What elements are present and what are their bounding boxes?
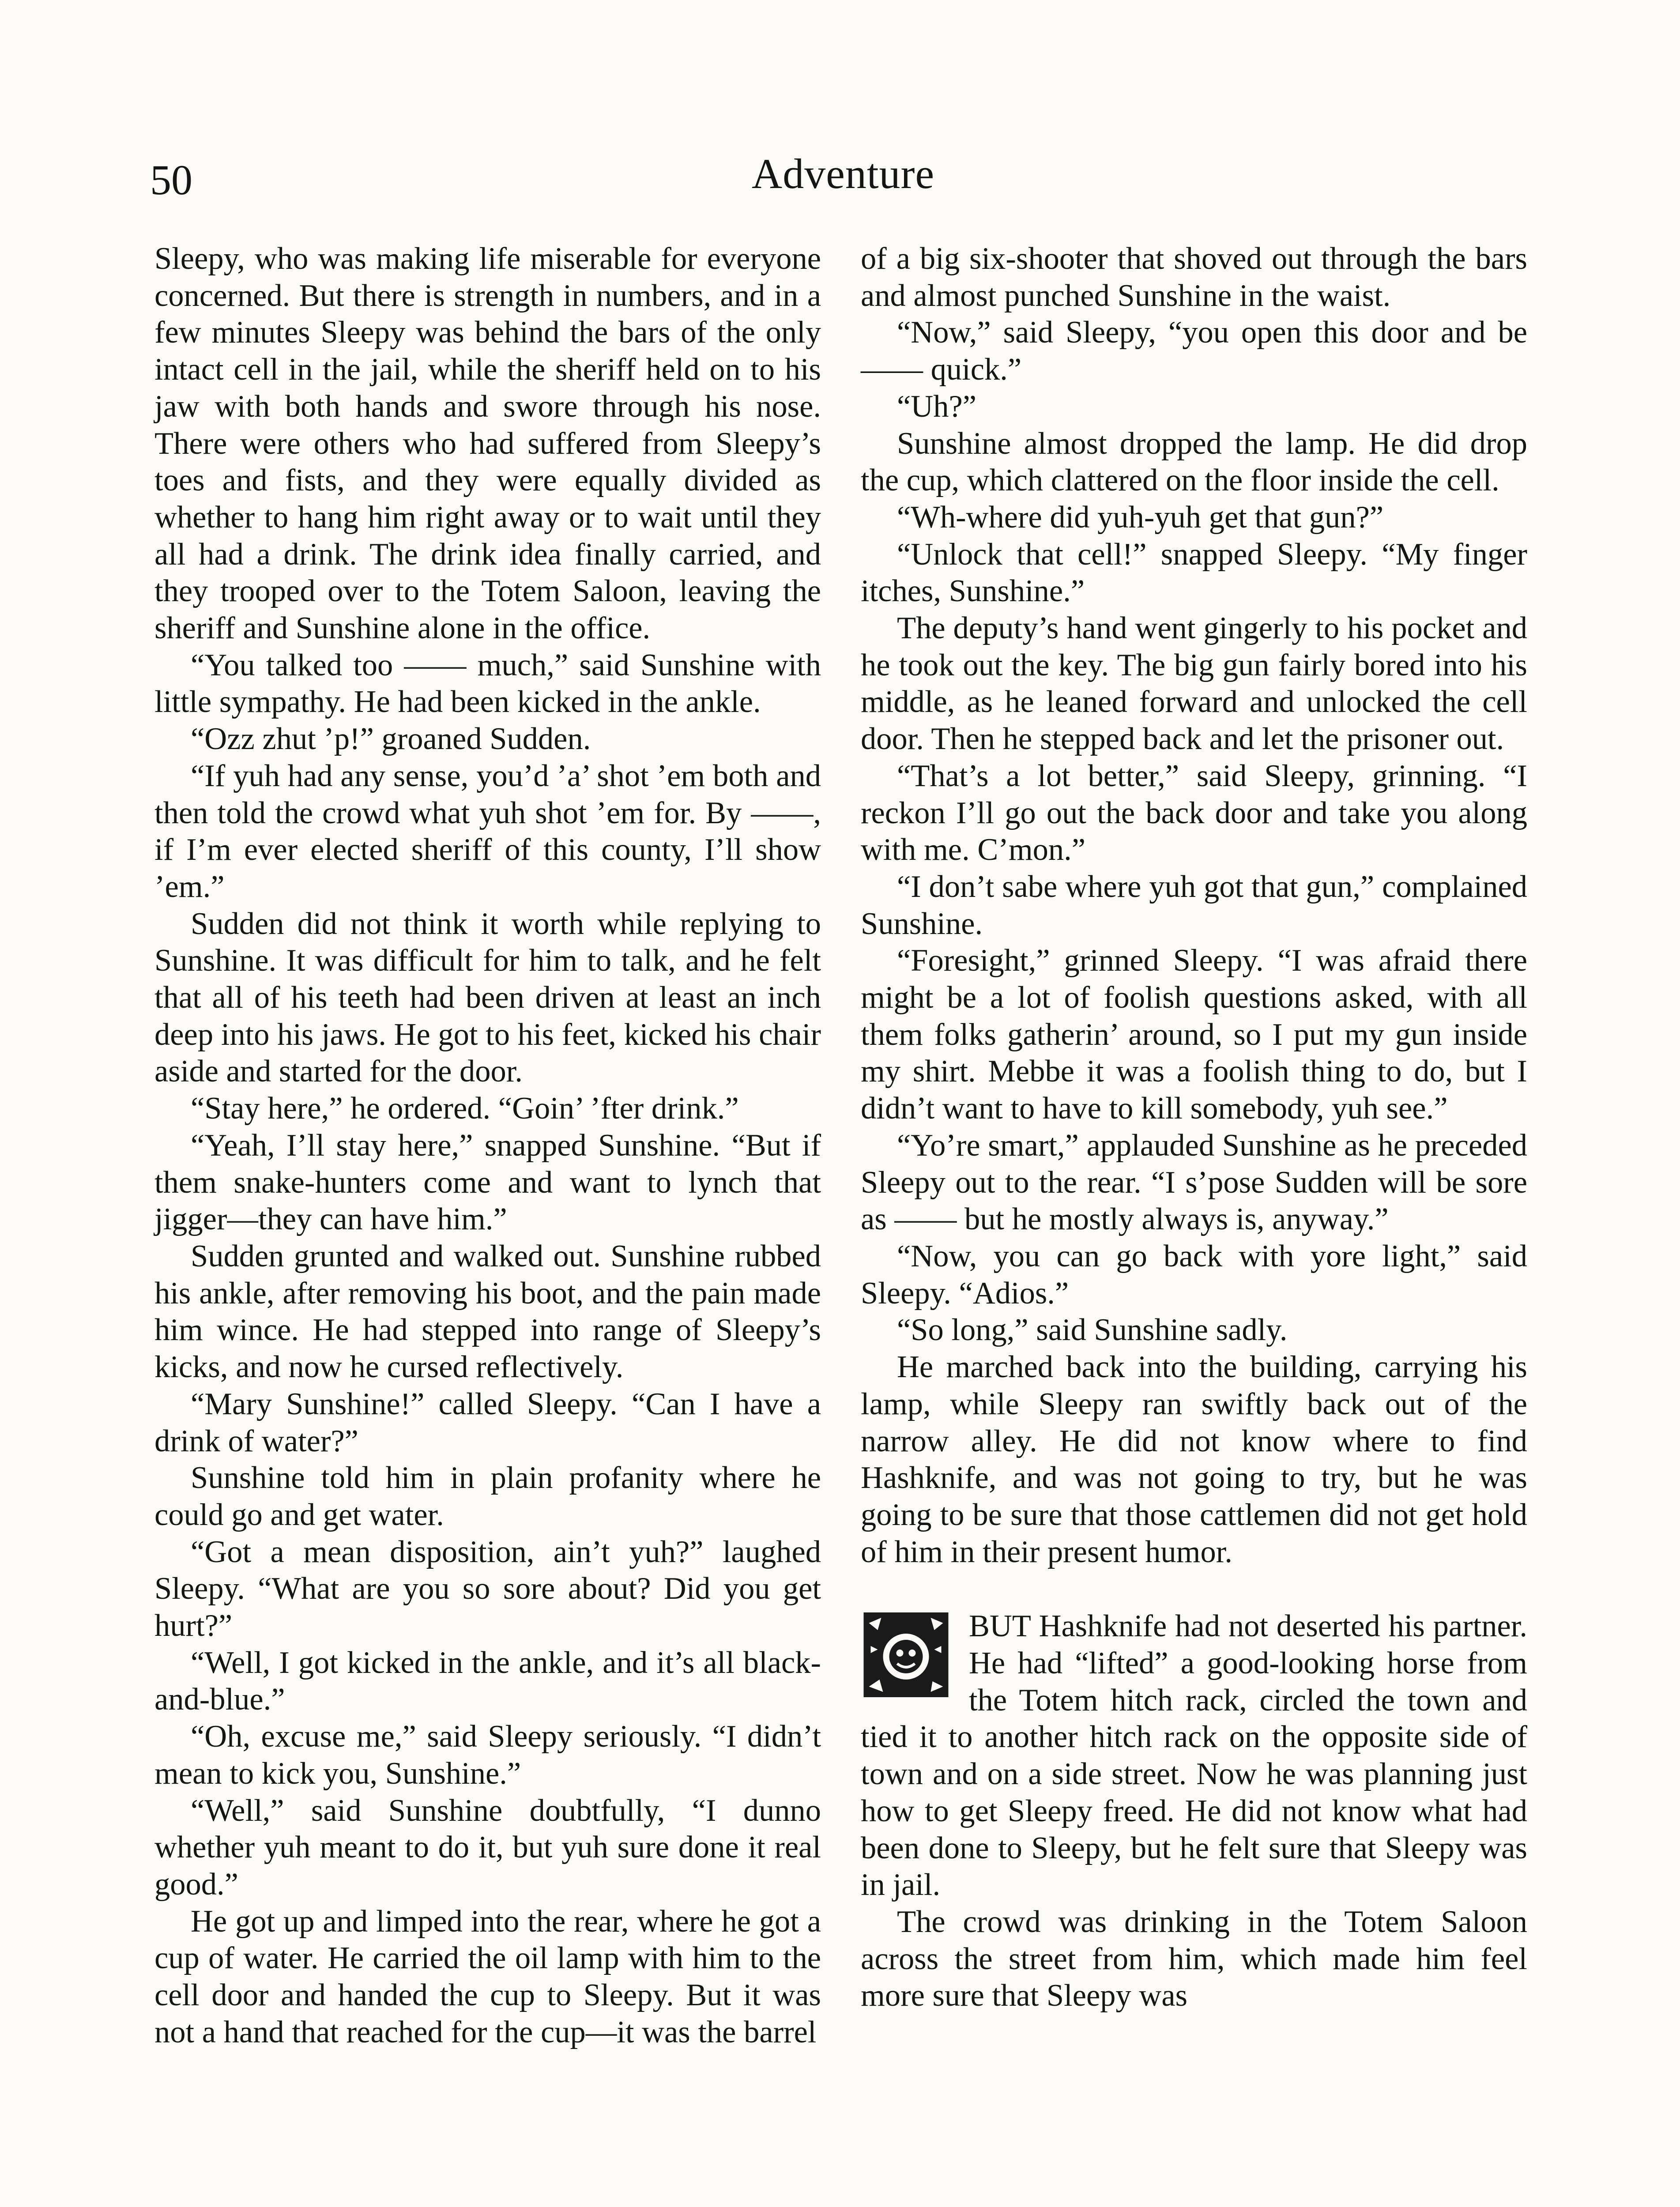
paragraph-text: BUT Hashknife had not deserted his partner. He had “lifted” a good-looking horse from the Totem hitch rack, circled the town and tied it to another hitch rack on the opposite side of town and on a side street. Now he was planning just how to get Sleepy freed. He did not know what had been done to Sleepy, but he felt sure that Sleepy was in jail. xyxy=(861,1609,1527,1902)
paragraph: “Foresight,” grinned Sleepy. “I was afraid there might be a lot of foolish questions asked, with all them folks gatherin’ around, so I put my gun inside my shirt. Mebbe it was a foolish thing to do, but I didn’t want to have to kill somebody, yuh see.” xyxy=(861,943,1527,1126)
paragraph: “Now, you can go back with yore light,” said Sleepy. “Adios.” xyxy=(861,1239,1527,1311)
paragraph: of a big six-shooter that shoved out through the bars and almost punched Sunshine in the waist. xyxy=(861,241,1527,313)
paragraph: “Got a mean disposition, ain’t yuh?” laughed Sleepy. “What are you so sore about? Did you get hurt?” xyxy=(154,1534,821,1643)
section-break-paragraph xyxy=(861,1608,1527,1904)
paragraph: “Mary Sunshine!” called Sleepy. “Can I have a drink of water?” xyxy=(154,1386,821,1458)
paragraph: “You talked too —— much,” said Sunshine with little sympathy. He had been kicked in the ankle. xyxy=(154,648,821,719)
paragraph: “That’s a lot better,” said Sleepy, grinning. “I reckon I’ll go out the back door and take you along with me. C’mon.” xyxy=(861,758,1527,867)
paragraph: “Now,” said Sleepy, “you open this door and be —— quick.” xyxy=(861,315,1527,387)
paragraph: “Oh, excuse me,” said Sleepy seriously. “I didn’t mean to kick you, Sunshine.” xyxy=(154,1719,821,1791)
paragraph: He got up and limped into the rear, where he got a cup of water. He carried the oil lamp with him to the cell door and handed the cup to Sleepy. But it was not a hand that reached for the cup—it was the barrel xyxy=(154,1904,821,2049)
paragraph: “I don’t sabe where yuh got that gun,” complained Sunshine. xyxy=(861,869,1527,941)
left-column xyxy=(154,241,821,2051)
page-header xyxy=(150,150,1536,207)
paragraph: “Well,” said Sunshine doubtfully, “I dunno whether yuh meant to do it, but yuh sure done it real good.” xyxy=(154,1793,821,1902)
paragraph: Sudden grunted and walked out. Sunshine rubbed his ankle, after removing his boot, and the pain made him wince. He had stepped into range of Sleepy’s kicks, and now he cursed reflectively. xyxy=(154,1239,821,1385)
paragraph: He marched back into the building, carrying his lamp, while Sleepy ran swiftly back out of the narrow alley. He did not know where to find Hashknife, and was not going to try, but he was going to be sure that those cattlemen did not get hold of him in their present humor. xyxy=(861,1350,1527,1569)
paragraph: “Yo’re smart,” applauded Sunshine as he preceded Sleepy out to the rear. “I s’pose Sudden will be sore as —— but he mostly always is, anyway.” xyxy=(861,1128,1527,1237)
paragraph: “So long,” said Sunshine sadly. xyxy=(897,1313,1288,1348)
paragraph: Sleepy, who was making life miserable for everyone concerned. But there is strength in numbers, and in a few minutes Sleepy was behind the bars of the only intact cell in the jail, while the sheriff held on to his jaw with both hands and swore through his nose. There were others who had suffered from Sleepy’s toes and fists, and they were equally divided as whether to hang him right away or to wait until they all had a drink. The drink idea finally carried, and they trooped over to the Totem Saloon, leaving the sheriff and Sunshine alone in the office. xyxy=(154,241,821,646)
paragraph: “Wh-where did yuh-yuh get that gun?” xyxy=(897,500,1384,535)
right-column xyxy=(861,241,1527,2015)
paragraph: The deputy’s hand went gingerly to his pocket and he took out the key. The big gun fairly bored into his middle, as he leaned forward and unlocked the cell door. Then he stepped back and let the prisoner out. xyxy=(861,611,1527,757)
paragraph: “Unlock that cell!” snapped Sleepy. “My finger itches, Sunshine.” xyxy=(861,537,1527,609)
magazine-title: Adventure xyxy=(751,150,935,197)
paragraph: Sunshine almost dropped the lamp. He did drop the cup, which clattered on the floor inside the cell. xyxy=(861,426,1527,498)
ornament-icon xyxy=(861,1611,951,1699)
paragraph: “Yeah, I’ll stay here,” snapped Sunshine. “But if them snake-hunters come and want to lynch that jigger—they can have him.” xyxy=(154,1128,821,1237)
paragraph: “Well, I got kicked in the ankle, and it’s all black-and-blue.” xyxy=(154,1645,821,1717)
paragraph: Sudden did not think it worth while replying to Sunshine. It was difficult for him to talk, and he felt that all of his teeth had been driven at least an inch deep into his jaws. He got to his feet, kicked his chair aside and started for the door. xyxy=(154,906,821,1089)
paragraph: “Uh?” xyxy=(897,389,977,424)
page-number: 50 xyxy=(150,156,192,203)
paragraph: Sunshine told him in plain profanity where he could go and get water. xyxy=(154,1461,821,1532)
paragraph: The crowd was drinking in the Totem Saloon across the street from him, which made him feel more sure that Sleepy was xyxy=(861,1904,1527,2013)
paragraph: “Stay here,” he ordered. “Goin’ ’fter drink.” xyxy=(191,1091,739,1126)
paragraph: “Ozz zhut ’p!” groaned Sudden. xyxy=(191,722,591,757)
paragraph: “If yuh had any sense, you’d ’a’ shot ’em both and then told the crowd what yuh shot ’em for. By ——, if I’m ever elected sheriff of this county, I’ll show ’em.” xyxy=(154,758,821,904)
